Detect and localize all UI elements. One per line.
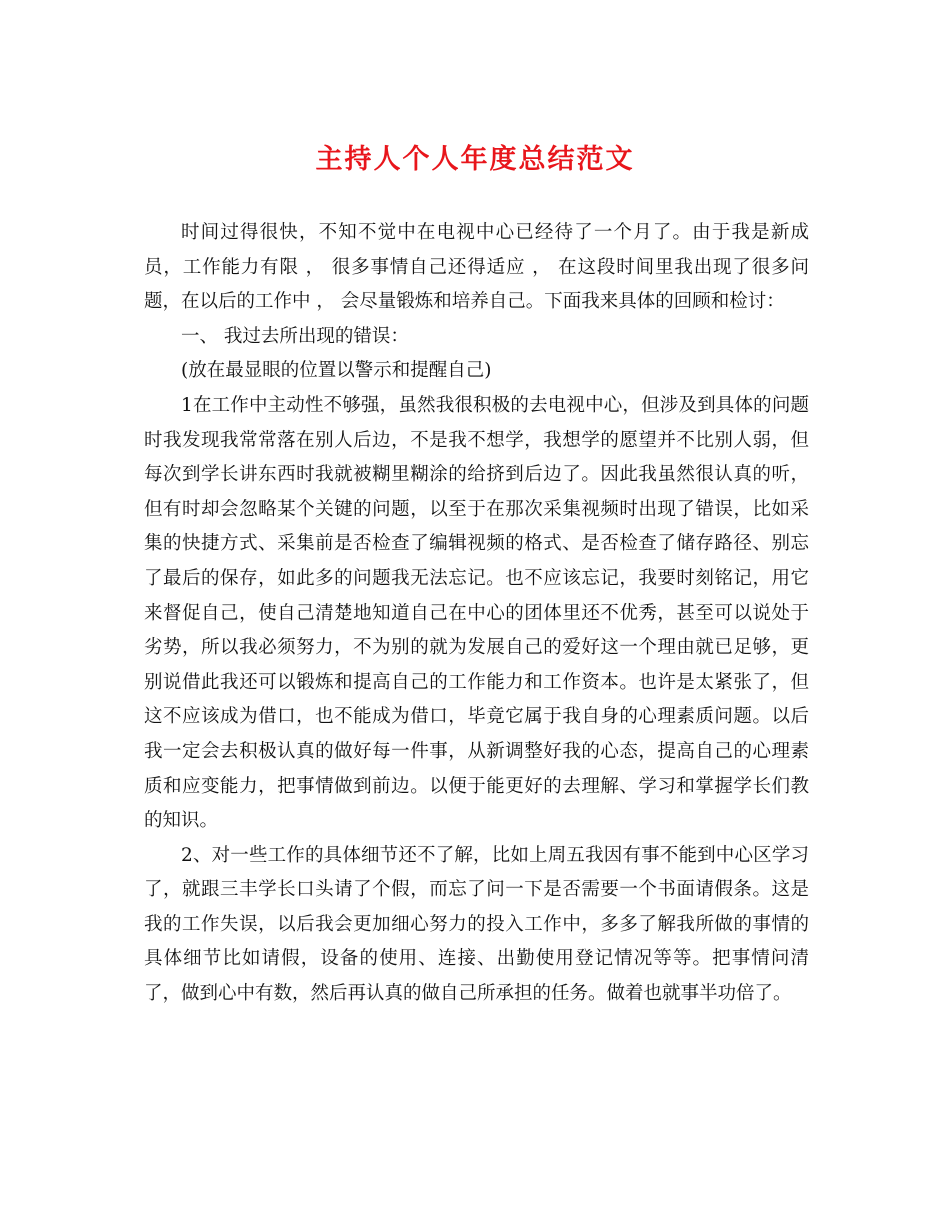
paragraph-item-2: 2、对一些工作的具体细节还不了解，比如上周五我因有事不能到中心区学习了，就跟三丰学长口头请了个假，而忘了问一下是否需要一个书面请假条。这是我的工作失误，以后我会更加细心努力的投入工作中，多多了解我所做的事情的具体细节比如请假，设备的使用、连接、出勤使用登记情况等等。把事情问清了，做到心中有数，然后再认真的做自己所承担的任务。做着也就事半功倍了。 (144, 844, 809, 1005)
document-body (144, 216, 809, 1012)
section-note: (放在最显眼的位置以警示和提醒自己) (181, 360, 492, 382)
paragraph-intro: 时间过得很快，不知不觉中在电视中心已经待了一个月了。由于我是新成员，工作能力有限 ， 很多事情自己还得适应 ， 在这段时间里我出现了很多问题，在以后的工作中 ， 会尽量锻炼和培养自己。下面我来具体的回顾和检讨： (144, 222, 809, 313)
paragraph-item-1: 1在工作中主动性不够强，虽然我很积极的去电视中心，但涉及到具体的问题时我发现我常常落在别人后边，不是我不想学，我想学的愿望并不比别人弱，但每次到学长讲东西时我就被糊里糊涂的给挤到后边了。因此我虽然很认真的听，但有时却会忽略某个关键的问题，以至于在那次采集视频时出现了错误，比如采集的快捷方式、采集前是否检查了编辑视频的格式、是否检查了储存路径、别忘了最后的保存，如此多的问题我无法忘记。也不应该忘记，我要时刻铭记，用它来督促自己，使自己清楚地知道自己在中心的团体里还不优秀，甚至可以说处于劣势，所以我必须努力，不为别的就为发展自己的爱好这一个理由就已足够，更别说借此我还可以锻炼和提高自己的工作能力和工作资本。也许是太紧张了，但这不应该成为借口，也不能成为借口，毕竟它属于我自身的心理素质问题。以后我一定会去积极认真的做好每一件事，从新调整好我的心态，提高自己的心理素质和应变能力，把事情做到前边。以便于能更好的去理解、学习和掌握学长们教的知识。 (144, 394, 809, 832)
document-title: 主持人个人年度总结范文 (315, 144, 635, 175)
section-heading-mistakes: 一、 我过去所出现的错误： (181, 325, 409, 347)
